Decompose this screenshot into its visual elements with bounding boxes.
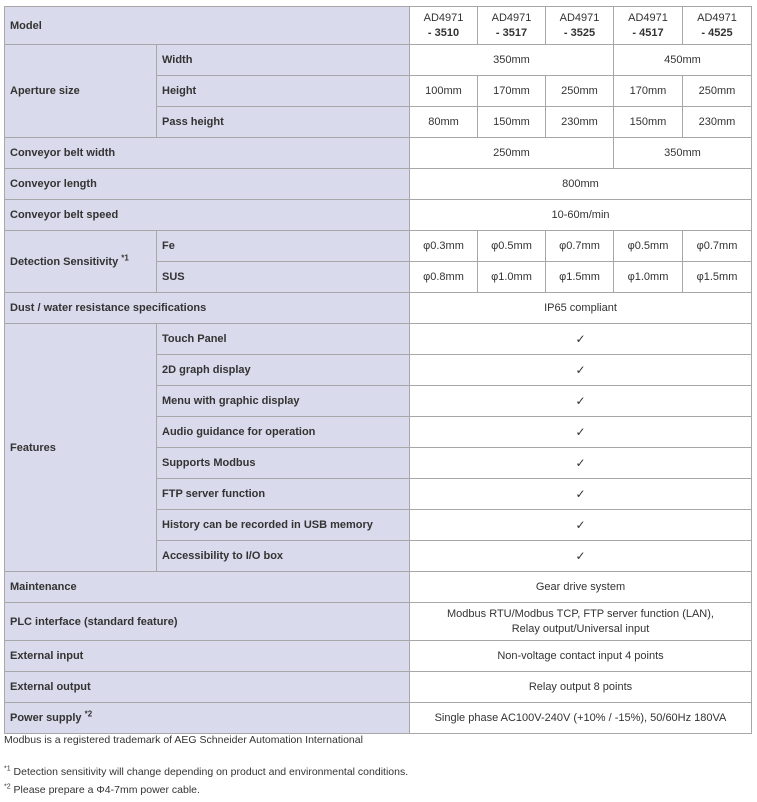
fe-label: Fe <box>157 231 410 262</box>
conveyor-length-value: 800mm <box>410 169 752 200</box>
fe-value: φ0.3mm <box>410 231 478 262</box>
external-input-label: External input <box>5 641 410 672</box>
model-3525 <box>546 7 614 45</box>
trademark-note: Modbus is a registered trademark of AEG Schneider Automation International <box>4 734 363 746</box>
footnote-1-mark: *1 <box>4 765 11 773</box>
sus-label: SUS <box>157 262 410 293</box>
feature-check <box>410 355 752 386</box>
plc-interface-line2: Relay output/Universal input <box>511 622 650 635</box>
fe-value: φ0.7mm <box>546 231 614 262</box>
model-name: AD4971 <box>559 11 600 24</box>
feature-name: Menu with graphic display <box>157 386 410 417</box>
maintenance-row <box>5 572 752 603</box>
check-icon: ✓ <box>575 549 586 563</box>
model-name: AD4971 <box>491 11 532 24</box>
model-code: - 4525 <box>701 26 733 39</box>
sus-value: φ1.0mm <box>614 262 683 293</box>
feature-row <box>5 324 752 355</box>
detection-fe-row <box>5 231 752 262</box>
pass-height-value: 150mm <box>614 107 683 138</box>
dust-water-label: Dust / water resistance specifications <box>5 293 410 324</box>
feature-check <box>410 448 752 479</box>
detection-sensitivity-label <box>5 231 157 293</box>
conveyor-length-label: Conveyor length <box>5 169 410 200</box>
model-code: - 3525 <box>563 26 596 39</box>
aperture-width-row <box>5 45 752 76</box>
external-output-value: Relay output 8 points <box>410 672 752 703</box>
external-input-value: Non-voltage contact input 4 points <box>410 641 752 672</box>
feature-name: Touch Panel <box>157 324 410 355</box>
maintenance-value: Gear drive system <box>410 572 752 603</box>
model-code: - 4517 <box>632 26 664 39</box>
external-output-row <box>5 672 752 703</box>
feature-check <box>410 479 752 510</box>
model-3510 <box>410 7 478 45</box>
feature-check <box>410 324 752 355</box>
maintenance-label: Maintenance <box>5 572 410 603</box>
height-value: 250mm <box>546 76 614 107</box>
fe-value: φ0.5mm <box>478 231 546 262</box>
plc-interface-line1: Modbus RTU/Modbus TCP, FTP server function (LAN), <box>447 607 714 620</box>
footnote-1-text: Detection sensitivity will change depending on product and environmental conditions. <box>13 766 409 778</box>
sus-value: φ1.0mm <box>478 262 546 293</box>
sus-value: φ1.5mm <box>683 262 752 293</box>
height-value: 170mm <box>614 76 683 107</box>
conveyor-belt-speed-label: Conveyor belt speed <box>5 200 410 231</box>
conveyor-belt-width-label: Conveyor belt width <box>5 138 410 169</box>
model-code: - 3510 <box>427 26 460 39</box>
note-mark: *2 <box>84 709 93 719</box>
model-name: AD4971 <box>697 11 737 24</box>
note-mark: *1 <box>121 252 129 262</box>
external-output-label: External output <box>5 672 410 703</box>
height-value: 170mm <box>478 76 546 107</box>
footnote-2 <box>4 784 200 796</box>
model-name: AD4971 <box>423 11 464 24</box>
pass-height-value: 150mm <box>478 107 546 138</box>
feature-name: History can be recorded in USB memory <box>157 510 410 541</box>
height-value: 250mm <box>683 76 752 107</box>
model-code: - 3517 <box>495 26 528 39</box>
features-label: Features <box>5 324 157 572</box>
conveyor-belt-speed-row <box>5 200 752 231</box>
model-4517 <box>614 7 683 45</box>
power-supply-label <box>5 703 410 734</box>
height-value: 100mm <box>410 76 478 107</box>
power-supply-row <box>5 703 752 734</box>
feature-check <box>410 417 752 448</box>
footnote-2-text: Please prepare a Φ4-7mm power cable. <box>13 784 200 796</box>
spec-table <box>4 6 752 734</box>
power-supply-text: Power supply <box>10 712 82 724</box>
feature-check <box>410 510 752 541</box>
fe-value: φ0.5mm <box>614 231 683 262</box>
feature-check <box>410 386 752 417</box>
width-label: Width <box>157 45 410 76</box>
feature-name: Accessibility to I/O box <box>157 541 410 572</box>
check-icon: ✓ <box>575 518 586 532</box>
pass-height-value: 230mm <box>683 107 752 138</box>
detection-sensitivity-text: Detection Sensitivity <box>10 255 119 268</box>
check-icon: ✓ <box>575 425 586 439</box>
pass-height-value: 80mm <box>410 107 478 138</box>
power-supply-value: Single phase AC100V-240V (+10% / -15%), 50/60Hz 180VA <box>410 703 752 734</box>
plc-interface-label: PLC interface (standard feature) <box>5 603 410 641</box>
feature-check <box>410 541 752 572</box>
feature-name: FTP server function <box>157 479 410 510</box>
pass-height-value: 230mm <box>546 107 614 138</box>
conveyor-belt-width-row <box>5 138 752 169</box>
check-icon: ✓ <box>575 487 586 501</box>
feature-name: 2D graph display <box>157 355 410 386</box>
model-4525 <box>683 7 752 45</box>
plc-interface-row <box>5 603 752 641</box>
belt-width-value-35xx: 250mm <box>410 138 614 169</box>
model-3517 <box>478 7 546 45</box>
dust-water-row <box>5 293 752 324</box>
height-label: Height <box>157 76 410 107</box>
width-value-45xx: 450mm <box>614 45 752 76</box>
model-row <box>5 7 752 45</box>
external-input-row <box>5 641 752 672</box>
footnote-1 <box>4 766 408 778</box>
model-label: Model <box>5 7 410 45</box>
belt-width-value-45xx: 350mm <box>614 138 752 169</box>
sus-value: φ0.8mm <box>410 262 478 293</box>
width-value-35xx: 350mm <box>410 45 614 76</box>
conveyor-belt-speed-value: 10-60m/min <box>410 200 752 231</box>
conveyor-length-row <box>5 169 752 200</box>
check-icon: ✓ <box>575 363 586 377</box>
footnote-2-mark: *2 <box>4 783 11 791</box>
check-icon: ✓ <box>575 394 586 408</box>
dust-water-value: IP65 compliant <box>410 293 752 324</box>
model-name: AD4971 <box>628 11 668 24</box>
sus-value: φ1.5mm <box>546 262 614 293</box>
plc-interface-value <box>410 603 752 641</box>
pass-height-label: Pass height <box>157 107 410 138</box>
feature-name: Supports Modbus <box>157 448 410 479</box>
fe-value: φ0.7mm <box>683 231 752 262</box>
aperture-size-label: Aperture size <box>5 45 157 138</box>
feature-name: Audio guidance for operation <box>157 417 410 448</box>
check-icon: ✓ <box>575 456 586 470</box>
check-icon: ✓ <box>575 332 586 346</box>
